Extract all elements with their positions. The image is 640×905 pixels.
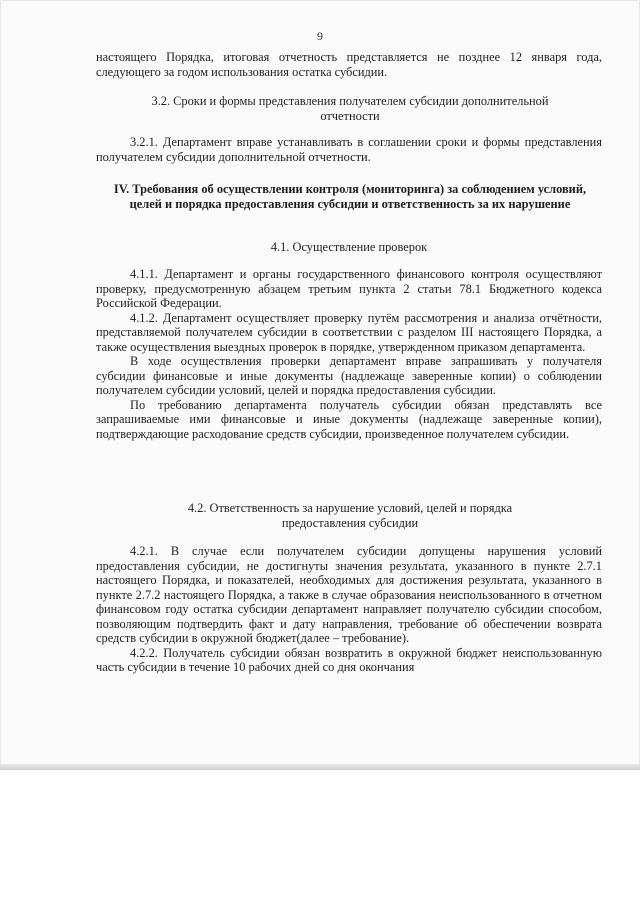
page-number: 9 xyxy=(317,29,323,43)
paragraph-4-1-1: 4.1.1. Департамент и органы государственного финансового контроля осуществляют проверку, предусмотренную абзацем третьим пункта 2 статьи 78.1 Бюджетного кодекса Российской Федерации. xyxy=(96,267,602,310)
paragraph-4-2-1: 4.2.1. В случае если получателем субсидии допущены нарушения условий предоставления субсидии, не достигнуты значения результата, указанного в пункте 2.7.1 настоящего Порядка, и показателей, необходимых для достижения результата, указанного в пункте 2.7.2 настоящего Порядка, а также в случае образования неиспользованного в отчетном финансовом году остатка субсидии департамент направляет получателю субсидии способом, позволяющим подтвердить факт и дату направления, требование об обеспечении возврата средств субсидии в окружной бюджет(далее – требование). xyxy=(96,544,602,645)
paragraph-request-documents: В ходе осуществления проверки департамент вправе запрашивать у получателя субсидии финансовые и иные документы (надлежаще заверенные копии) о соблюдении получателем субсидии условий, целей и порядка предоставления субсидии. xyxy=(96,354,602,397)
paragraph-4-2-2: 4.2.2. Получатель субсидии обязан возвратить в окружной бюджет неиспользованную часть субсидии в течение 10 рабочих дней со дня окончания xyxy=(96,645,602,674)
heading-4-1: 4.1. Осуществление проверок xyxy=(270,240,428,254)
paragraph-3-2-1-block xyxy=(96,135,602,164)
section-4-2-body xyxy=(96,544,602,675)
paragraph-4-1-2: 4.1.2. Департамент осуществляет проверку путём рассмотрения и анализа отчётности, представляемой получателем субсидии в соответствии с разделом III настоящего Порядка, а также осуществления выездных проверок в порядке, утвержденном приказом департамента. xyxy=(96,310,602,354)
heading-4-2: 4.2. Ответственность за нарушение условий, целей и порядка предоставления субсидии xyxy=(187,501,513,530)
intro-paragraph-block xyxy=(96,50,602,79)
paragraph-recipient-obligation: По требованию департамента получатель субсидии обязан представлять все запрашиваемые ими финансовые и иные документы (надлежаще заверенные копии), подтверждающие расходование средств субсидии, произведенное получателем субсидии. xyxy=(96,397,602,441)
intro-paragraph: настоящего Порядка, итоговая отчетность представляется не позднее 12 января года, следующего за годом использования остатка субсидии. xyxy=(96,50,602,79)
heading-section-iv: IV. Требования об осуществлении контроля (мониторинга) за соблюдением условий, целей и порядка предоставления субсидии и ответственность за их нарушение xyxy=(113,182,587,211)
section-4-1-body xyxy=(96,267,602,441)
heading-3-2: 3.2. Сроки и формы представления получателем субсидии дополнительной отчетности xyxy=(151,94,549,123)
paragraph-3-2-1: 3.2.1. Департамент вправе устанавливать в соглашении сроки и формы представления получателем субсидии дополнительной отчетности. xyxy=(96,135,602,164)
blank-area-below-scan xyxy=(0,770,640,905)
